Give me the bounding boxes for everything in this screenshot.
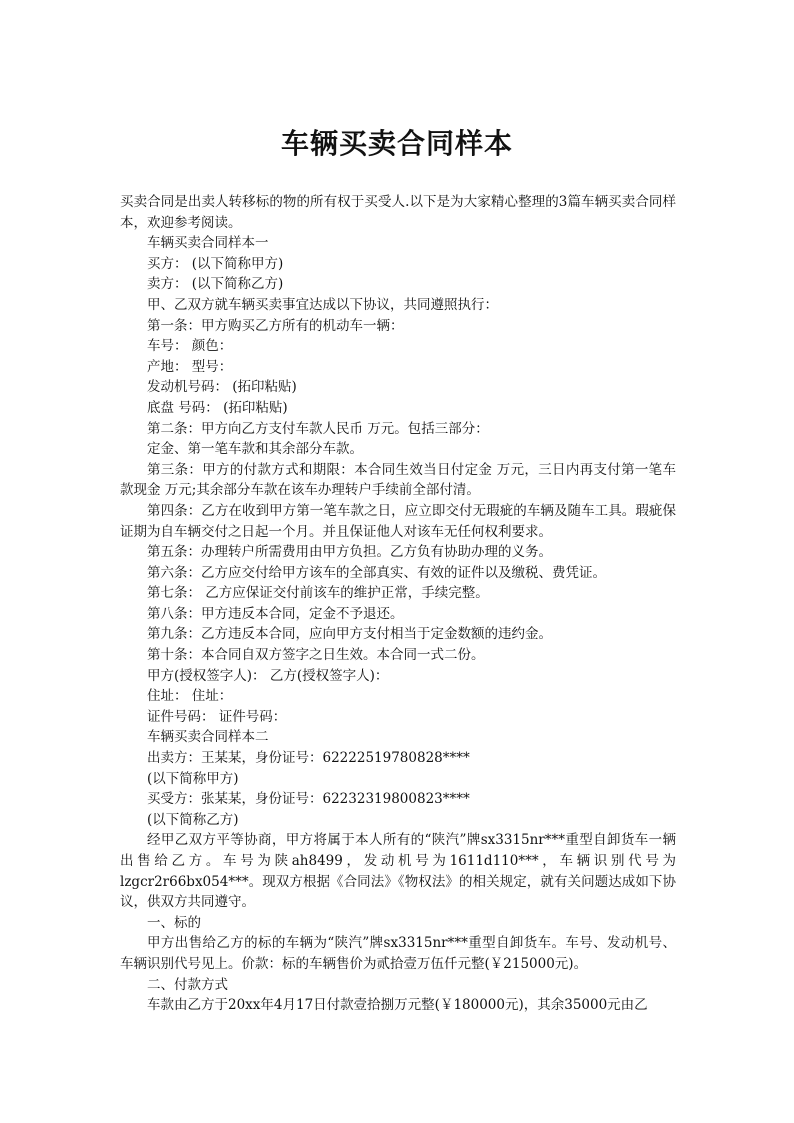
paragraph: 车辆买卖合同样本二	[147, 729, 269, 746]
document-title: 车辆买卖合同样本	[280, 127, 513, 160]
paragraph: (以下简称甲方)	[147, 770, 239, 787]
paragraph: 第六条：乙方应交付给甲方该车的全部真实、有效的证件以及缴税、费凭证。	[147, 564, 606, 581]
paragraph: (以下简称乙方)	[147, 811, 239, 828]
paragraph: 第二条：甲方向乙方支付车款人民币 万元。包括三部分：	[147, 420, 489, 437]
paragraph: 第八条：甲方违反本合同，定金不予退还。	[147, 605, 404, 622]
paragraph: 买卖合同是出卖人转移标的物的所有权于买受人.以下是为大家精心整理的3篇车辆买卖合同样本，欢迎参考阅读。	[120, 194, 676, 231]
paragraph: 第五条：办理转户所需费用由甲方负担。乙方负有协助办理的义务。	[147, 544, 552, 561]
paragraph: 车辆买卖合同样本一	[147, 235, 269, 252]
paragraph: 二、付款方式	[147, 976, 228, 993]
paragraph: 第九条：乙方违反本合同，应向甲方支付相当于定金数额的违约金。	[147, 626, 552, 643]
paragraph: 定金、第一笔车款和其余部分车款。	[147, 441, 363, 458]
paragraph: 底盘 号码： (拓印粘贴)	[147, 399, 288, 416]
paragraph: 甲、乙双方就车辆买卖事宜达成以下协议，共同遵照执行：	[147, 296, 498, 313]
paragraph: 甲方出售给乙方的标的车辆为“陕汽”牌sx3315nr***重型自卸货车。车号、发动机号、车辆识别代号见上。价款：标的车辆售价为贰拾壹万伍仟元整(￥215000元)。	[120, 935, 676, 972]
paragraph: 证件号码： 证件号码：	[147, 708, 287, 725]
paragraph: 第四条：乙方在收到甲方第一笔车款之日，应立即交付无瑕疵的车辆及随车工具。瑕疵保证期为自车辆交付之日起一个月。并且保证他人对该车无任何权利要求。	[120, 502, 676, 540]
paragraph: 出卖方：王某某，身份证号：62222519780828****	[147, 750, 470, 767]
paragraph: 第三条：甲方的付款方式和期限：本合同生效当日付定金 万元，三日内再支付第一笔车款现金 万元;其余部分车款在该车办理转户手续前全部付清。	[120, 461, 676, 499]
paragraph: 车号： 颜色：	[147, 338, 233, 355]
paragraph: 第七条： 乙方应保证交付前该车的维护正常，手续完整。	[147, 585, 489, 602]
paragraph: 第十条：本合同自双方签字之日生效。本合同一式二份。	[147, 647, 485, 664]
paragraph: 第一条：甲方购买乙方所有的机动车一辆：	[147, 317, 404, 334]
paragraph: 产地： 型号：	[147, 358, 233, 375]
document-body	[120, 192, 676, 1016]
paragraph: 买方： (以下简称甲方)	[147, 255, 284, 272]
paragraph: 甲方(授权签字人)： 乙方(授权签字人)：	[147, 667, 389, 684]
paragraph: 一、标的	[147, 914, 201, 931]
paragraph: 住址： 住址：	[147, 688, 233, 705]
paragraph: 买受方：张某某，身份证号：62232319800823****	[147, 791, 470, 808]
paragraph: 卖方： (以下简称乙方)	[147, 276, 284, 293]
paragraph: 发动机号码： (拓印粘贴)	[147, 379, 297, 396]
paragraph: 车款由乙方于20xx年4月17日付款壹拾捌万元整(￥180000元)，其余35000元由乙	[147, 997, 648, 1014]
paragraph: 经甲乙双方平等协商，甲方将属于本人所有的“陕汽”牌sx3315nr***重型自卸货车一辆出售给乙方。车号为陕ah8499，发动机号为1611d110***，车辆识别代号为lzgcr2r66bx054***。现双方根据《合同法》《物权法》的相关规定，就有关问题达成如下协议，供双方共同遵守。	[120, 832, 676, 911]
